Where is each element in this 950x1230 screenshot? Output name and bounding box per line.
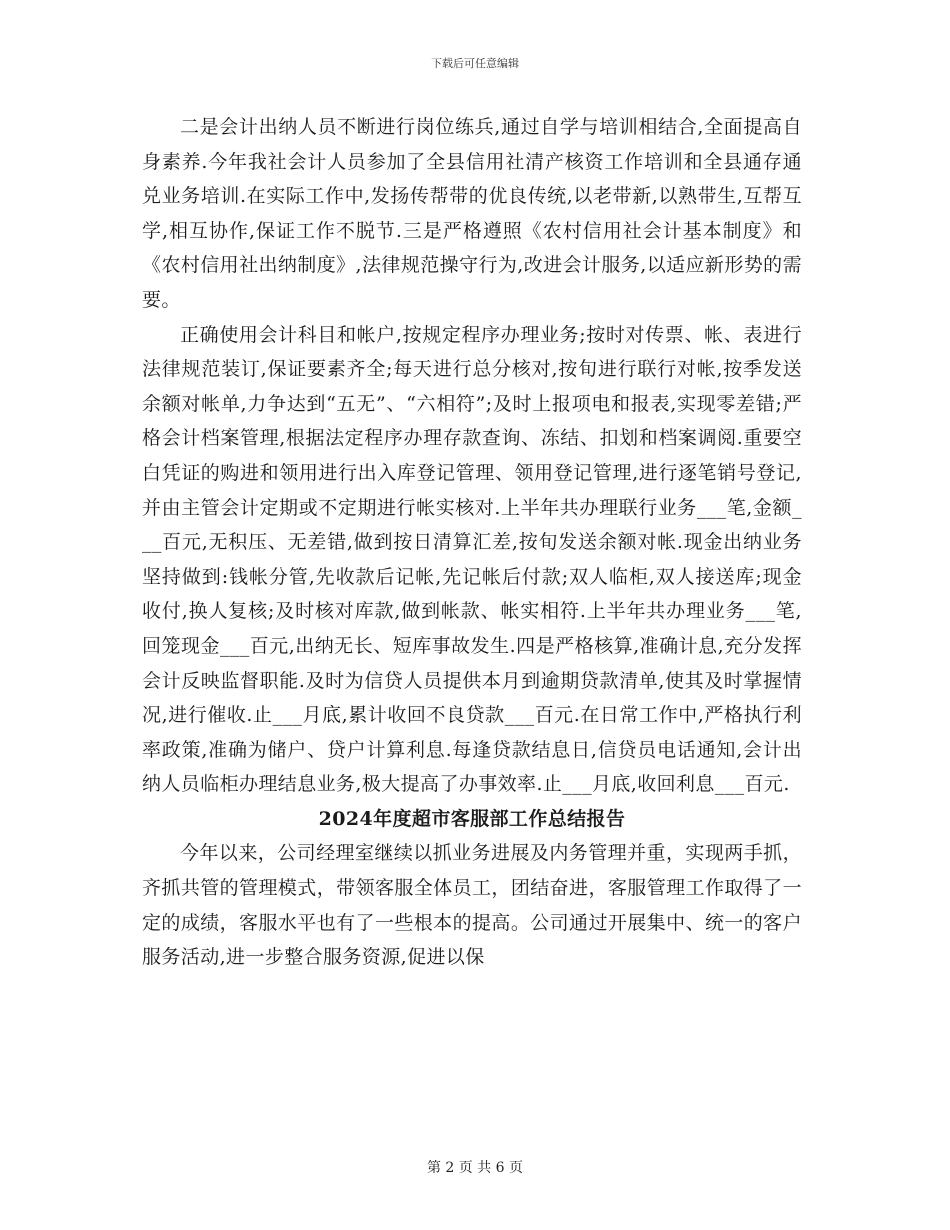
body-paragraph: 今年以来，公司经理室继续以抓业务进展及内务管理并重，实现两手抓，齐抓共管的管理模式，带领客服全体员工，团结奋进，客服管理工作取得了一定的成绩，客服水平也有了一些根本的提高。公司通过开展集中、统一的客户服务活动,进一步整合服务资源,促进以保 xyxy=(142,842,802,969)
section-heading: 2024年度超市客服部工作总结报告 xyxy=(318,807,626,830)
body-paragraph: 正确使用会计科目和帐户,按规定程序办理业务;按时对传票、帐、表进行法律规范装订,保证要素齐全;每天进行总分核对,按旬进行联行对帐,按季发送余额对帐单,力争达到“五无”、“六相符”;及时上报项电和报表,实现零差错;严格会计档案管理,根据法定程序办理存款查询、冻结、扣划和档案调阅.重要空白凭证的购进和领用进行出入库登记管理、领用登记管理,进行逐笔销号登记,并由主管会计定期或不定期进行帐实核对.上半年共办理联行业务___笔,金额___百元,无积压、无差错,做到按日清算汇差,按旬发送余额对帐.现金出纳业务坚持做到:钱帐分管,先收款后记帐,先记帐后付款;双人临柜,双人接送库;现金收付,换人复核;及时核对库款,做到帐款、帐实相符.上半年共办理业务___笔,回笼现金___百元,出纳无长、短库事故发生.四是严格核算,准确计息,充分发挥会计反映监督职能.及时为信贷人员提供本月到逾期贷款清单,使其及时掌握情况,进行催收.止___月底,累计收回不良贷款___百元.在日常工作中,严格执行利率政策,准确为储户、贷户计算利息.每逢贷款结息日,信贷员电话通知,会计出纳人员临柜办理结息业务,极大提高了办事效率.止___月底,收回利息___百元. xyxy=(142,323,802,796)
page-number-footer: 第 2 页 共 6 页 xyxy=(426,1160,524,1176)
document-body xyxy=(142,110,802,975)
body-paragraph: 二是会计出纳人员不断进行岗位练兵,通过自学与培训相结合,全面提高自身素养.今年我社会计人员参加了全县信用社清产核资工作培训和全县通存通兑业务培训.在实际工作中,发扬传帮带的优良传统,以老带新,以熟带生,互帮互学,相互协作,保证工作不脱节.三是严格遵照《农村信用社会计基本制度》和《农村信用社出纳制度》,法律规范操守行为,改进会计服务,以适应新形势的需要。 xyxy=(142,116,802,311)
page-header-note: 下载后可任意编辑 xyxy=(431,57,519,70)
